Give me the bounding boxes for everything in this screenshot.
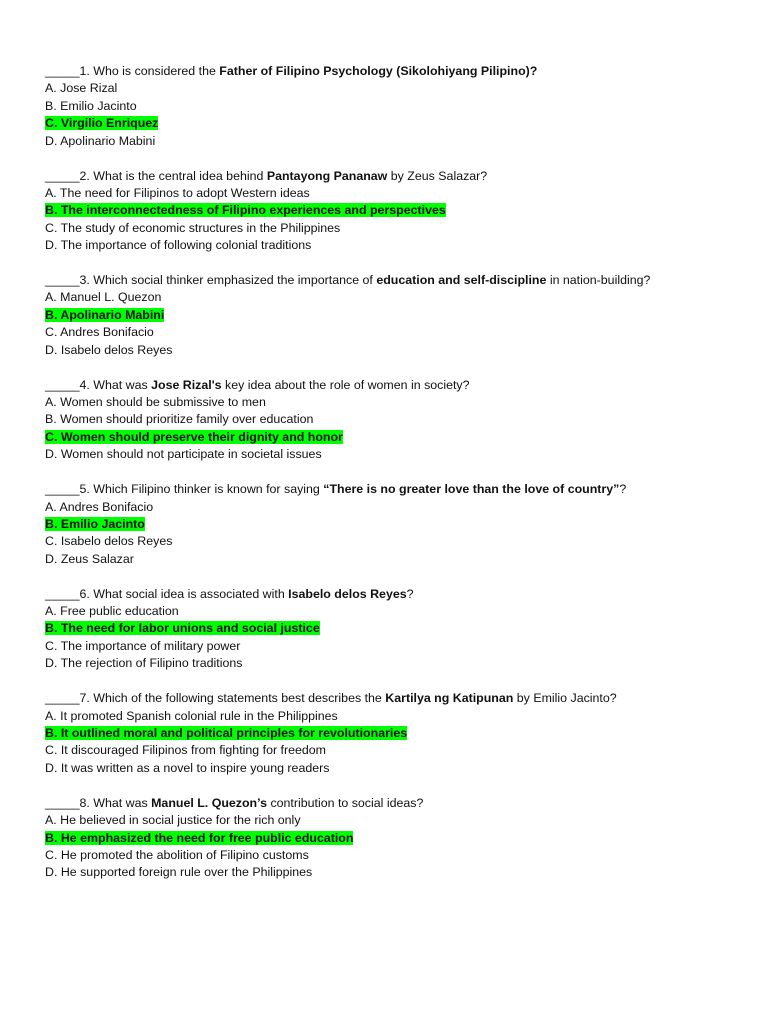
question-block	[45, 795, 745, 882]
answer-option	[45, 133, 745, 150]
highlighted-answer-text: B. Apolinario Mabini	[45, 307, 165, 322]
question-prefix: Which Filipino thinker is known for saying	[89, 482, 324, 497]
question-number: 7.	[79, 691, 90, 706]
correct-answer-option	[45, 429, 745, 446]
answer-option	[45, 185, 745, 202]
question-prefix: What social idea is associated with	[89, 586, 289, 601]
option-text: A. Free public education	[45, 604, 179, 619]
answer-option	[45, 98, 745, 115]
answer-option	[45, 342, 745, 359]
question-prefix: Which social thinker emphasized the importance of	[89, 273, 377, 288]
question-keyword: Kartilya ng Katipunan	[385, 691, 514, 706]
question-prefix: Who is considered the	[89, 64, 220, 78]
question-prefix: What is the central idea behind	[89, 168, 267, 183]
question-keyword: “There is no greater love than the love of country”	[323, 482, 620, 497]
question-number: 5.	[79, 482, 90, 497]
option-text: C. The study of economic structures in the Philippines	[45, 220, 341, 235]
answer-option	[45, 742, 745, 759]
answer-blank: _____	[45, 482, 80, 497]
option-text: A. Manuel L. Quezon	[45, 290, 162, 305]
answer-option	[45, 324, 745, 341]
question-prefix: Which of the following statements best describes the	[89, 691, 386, 706]
option-text: A. Women should be submissive to men	[45, 395, 266, 409]
highlighted-answer-text: B. He emphasized the need for free public education	[45, 830, 354, 845]
question-keyword: Pantayong Pananaw	[266, 168, 388, 183]
question-number: 3.	[79, 273, 90, 288]
question-block	[45, 481, 745, 568]
answer-option	[45, 847, 745, 864]
highlighted-answer-text: C. Women should preserve their dignity and honor	[45, 429, 343, 444]
correct-answer-option	[45, 115, 745, 132]
question-number: 6.	[79, 586, 90, 601]
highlighted-answer-text: B. Emilio Jacinto	[45, 516, 145, 531]
question-prefix: What was	[89, 377, 152, 392]
answer-option	[45, 551, 745, 568]
answer-option	[45, 603, 745, 620]
option-text: D. Zeus Salazar	[45, 551, 134, 566]
question-suffix: contribution to social ideas?	[267, 795, 424, 810]
option-text: D. The importance of following colonial traditions	[45, 238, 312, 253]
answer-blank: _____	[45, 377, 80, 392]
question-block	[45, 63, 745, 150]
option-text: A. Jose Rizal	[45, 81, 118, 96]
answer-option	[45, 446, 745, 463]
question-text	[45, 586, 745, 603]
answer-blank: _____	[45, 168, 80, 183]
answer-blank: _____	[45, 795, 80, 810]
answer-option	[45, 864, 745, 881]
question-text	[45, 168, 745, 185]
question-block	[45, 272, 745, 359]
question-keyword: education and self-discipline	[376, 273, 547, 288]
option-text: D. He supported foreign rule over the Philippines	[45, 865, 313, 880]
answer-blank: _____	[45, 691, 80, 706]
answer-option	[45, 499, 745, 516]
correct-answer-option	[45, 202, 745, 219]
question-keyword: Father of Filipino Psychology (Sikolohiyang Pilipino)?	[219, 64, 538, 78]
question-text	[45, 63, 745, 80]
correct-answer-option	[45, 620, 745, 637]
correct-answer-option	[45, 307, 745, 324]
question-text	[45, 690, 745, 707]
question-text	[45, 377, 745, 394]
question-number: 1.	[79, 64, 90, 78]
answer-option	[45, 760, 745, 777]
answer-option	[45, 394, 745, 411]
question-text	[45, 481, 745, 498]
answer-option	[45, 289, 745, 306]
answer-blank: _____	[45, 64, 80, 78]
question-block	[45, 586, 745, 673]
question-prefix: What was	[89, 795, 152, 810]
question-keyword: Jose Rizal's	[151, 377, 222, 392]
answer-option	[45, 638, 745, 655]
option-text: C. He promoted the abolition of Filipino customs	[45, 847, 309, 862]
highlighted-answer-text: B. It outlined moral and political principles for revolutionaries	[45, 726, 408, 740]
question-text	[45, 272, 745, 289]
question-suffix: ?	[406, 586, 414, 601]
answer-option	[45, 220, 745, 237]
option-text: D. Isabelo delos Reyes	[45, 342, 173, 357]
question-keyword: Manuel L. Quezon’s	[151, 795, 267, 810]
question-suffix: by Zeus Salazar?	[387, 168, 488, 183]
answer-blank: _____	[45, 273, 80, 288]
question-block	[45, 690, 745, 777]
question-text	[45, 795, 745, 812]
question-number: 4.	[79, 377, 90, 392]
question-suffix: by Emilio Jacinto?	[513, 691, 617, 706]
option-text: C. The importance of military power	[45, 638, 241, 653]
highlighted-answer-text: C. Virgilio Enriquez	[45, 116, 159, 131]
question-suffix: ?	[619, 482, 627, 497]
option-text: D. It was written as a novel to inspire young readers	[45, 760, 330, 775]
option-text: D. The rejection of Filipino traditions	[45, 656, 243, 671]
correct-answer-option	[45, 830, 745, 847]
quiz-page	[45, 63, 745, 899]
option-text: D. Apolinario Mabini	[45, 133, 156, 148]
question-block	[45, 168, 745, 255]
option-text: C. Andres Bonifacio	[45, 325, 154, 340]
option-text: B. Women should prioritize family over education	[45, 412, 314, 427]
option-text: A. Andres Bonifacio	[45, 499, 154, 514]
option-text: A. The need for Filipinos to adopt Western ideas	[45, 185, 310, 200]
option-text: A. He believed in social justice for the rich only	[45, 813, 301, 828]
question-number: 2.	[79, 168, 90, 183]
option-text: C. Isabelo delos Reyes	[45, 534, 173, 549]
question-number: 8.	[79, 795, 90, 810]
question-suffix: in nation-building?	[546, 273, 651, 288]
answer-option	[45, 237, 745, 254]
answer-option	[45, 80, 745, 97]
highlighted-answer-text: B. The need for labor unions and social justice	[45, 621, 320, 636]
answer-option	[45, 533, 745, 550]
option-text: D. Women should not participate in societal issues	[45, 447, 322, 462]
answer-option	[45, 411, 745, 428]
correct-answer-option	[45, 516, 745, 533]
option-text: C. It discouraged Filipinos from fighting for freedom	[45, 743, 326, 758]
highlighted-answer-text: B. The interconnectedness of Filipino experiences and perspectives	[45, 203, 446, 218]
question-suffix: key idea about the role of women in society?	[221, 377, 470, 392]
option-text: B. Emilio Jacinto	[45, 98, 137, 113]
question-keyword: Isabelo delos Reyes	[288, 586, 407, 601]
answer-option	[45, 655, 745, 672]
option-text: A. It promoted Spanish colonial rule in the Philippines	[45, 708, 338, 723]
correct-answer-option	[45, 725, 745, 742]
question-block	[45, 377, 745, 464]
answer-option	[45, 708, 745, 725]
answer-blank: _____	[45, 586, 80, 601]
answer-option	[45, 812, 745, 829]
